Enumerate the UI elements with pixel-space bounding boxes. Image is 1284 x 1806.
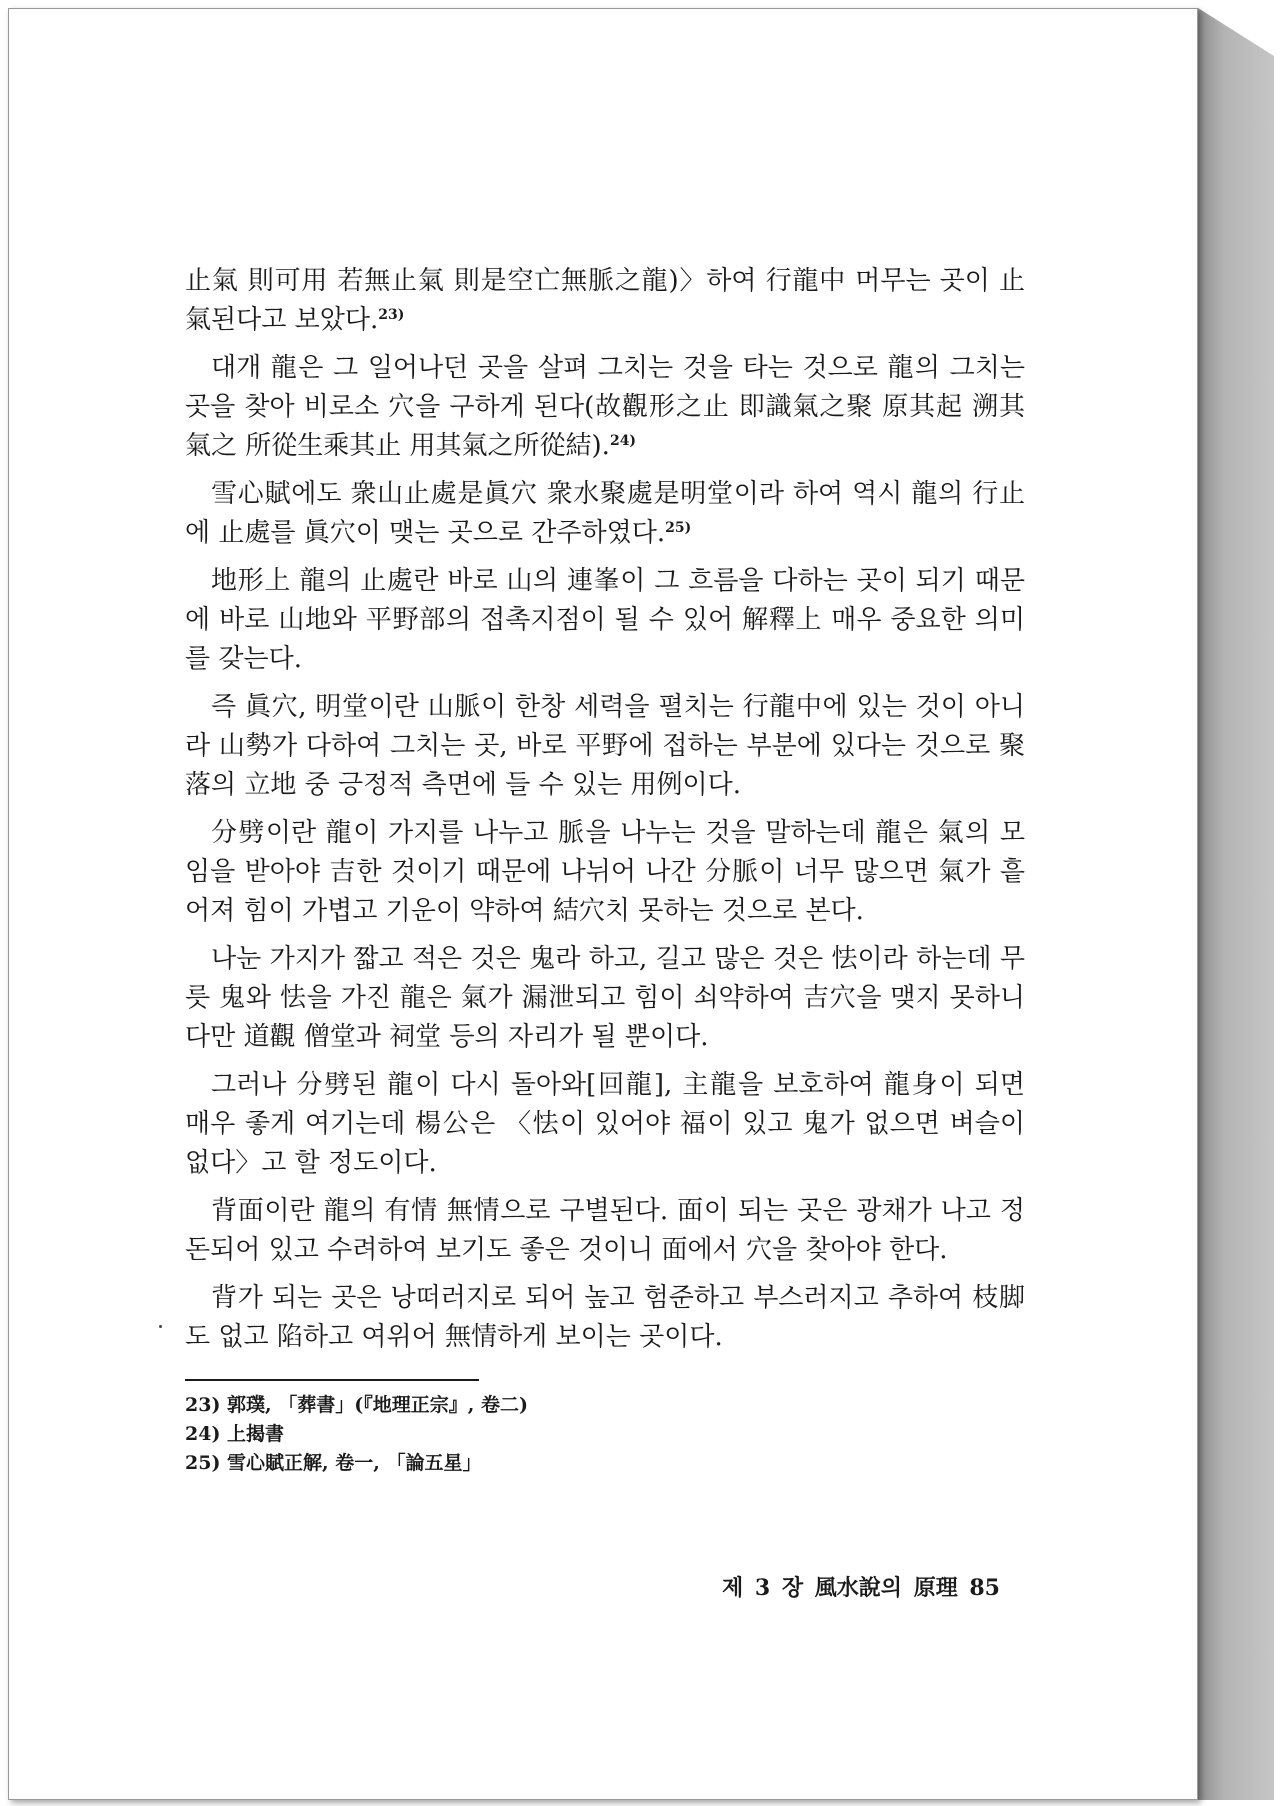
page-number: 85 <box>969 1575 1000 1601</box>
body-text <box>185 262 1025 1478</box>
paragraph: 背가 되는 곳은 낭떠러지로 되어 높고 험준하고 부스러지고 추하여 枝脚도 없고 陷하고 여위어 無情하게 보이는 곳이다. <box>185 1283 1025 1352</box>
footnote-marker: 23) <box>378 307 405 323</box>
footnote: 25) 雪心賦正解, 卷一, 「論五星」 <box>185 1452 482 1474</box>
footnote: 24) 上揭書 <box>185 1423 285 1445</box>
footnote: 23) 郭璞, 「葬書」(『地理正宗』, 卷二) <box>185 1394 528 1416</box>
book-page-edge <box>1198 8 1274 1800</box>
footnote-divider <box>185 1379 479 1381</box>
running-footer <box>700 1571 1000 1602</box>
paragraph: 雪心賦에도 衆山止處是眞穴 衆水聚處是明堂이라 하여 역시 龍의 行止에 止處를 眞穴이 맺는 곳으로 간주하였다.$^{25)}$ <box>185 479 1025 548</box>
paragraph: 地形上 龍의 止處란 바로 山의 連峯이 그 흐름을 다하는 곳이 되기 때문에 바로 山地와 平野部의 접촉지점이 될 수 있어 解釋上 매우 중요한 의미를 갖는다. <box>185 566 1025 674</box>
chapter-label: 제 3 장 <box>721 1575 804 1601</box>
scan-speck <box>159 1325 162 1328</box>
footnote-marker: 24) <box>609 433 637 449</box>
paragraph: 대개 龍은 그 일어나던 곳을 살펴 그치는 것을 타는 것으로 龍의 그치는 곳을 찾아 비로소 穴을 구하게 된다(故觀形之止 即識氣之聚 原其起 溯其氣之 所從生乘其止 用其氣之所從結).$^{24)}$ <box>185 353 1025 461</box>
chapter-title: 風水說의 原理 <box>814 1575 958 1601</box>
paragraph: 背面이란 龍의 有情 無情으로 구별된다. 面이 되는 곳은 광채가 나고 정돈되어 있고 수려하여 보기도 좋은 것이니 面에서 穴을 찾아야 한다. <box>185 1196 1025 1265</box>
paragraph: 즉 眞穴, 明堂이란 山脈이 한창 세력을 펼치는 行龍中에 있는 것이 아니라 山勢가 다하여 그치는 곳, 바로 平野에 접하는 부분에 있다는 것으로 聚落의 立地 중 긍정적 측면에 들 수 있는 用例이다. <box>185 692 1025 800</box>
paragraph: 나눈 가지가 짧고 적은 것은 鬼라 하고, 길고 많은 것은 怯이라 하는데 무릇 鬼와 怯을 가진 龍은 氣가 漏泄되고 힘이 쇠약하여 吉穴을 맺지 못하니 다만 道觀 僧堂과 祠堂 등의 자리가 될 뿐이다. <box>185 944 1025 1052</box>
paragraph: 그러나 分劈된 龍이 다시 돌아와[回龍], 主龍을 보호하여 龍身이 되면 매우 좋게 여기는데 楊公은 〈怯이 있어야 福이 있고 鬼가 없으면 벼슬이 없다〉고 할 정도이다. <box>185 1070 1025 1178</box>
footnote-marker: 25) <box>665 520 692 536</box>
paragraph: 止氣 則可用 若無止氣 則是空亡無脈之龍)〉하여 行龍中 머무는 곳이 止氣된다고 보았다.$^{23)}$ <box>185 266 1025 335</box>
paragraph: 分劈이란 龍이 가지를 나누고 脈을 나누는 것을 말하는데 龍은 氣의 모임을 받아야 吉한 것이기 때문에 나뉘어 나간 分脈이 너무 많으면 氣가 흩어져 힘이 가볍고 기운이 약하여 結穴치 못하는 것으로 본다. <box>185 818 1025 926</box>
